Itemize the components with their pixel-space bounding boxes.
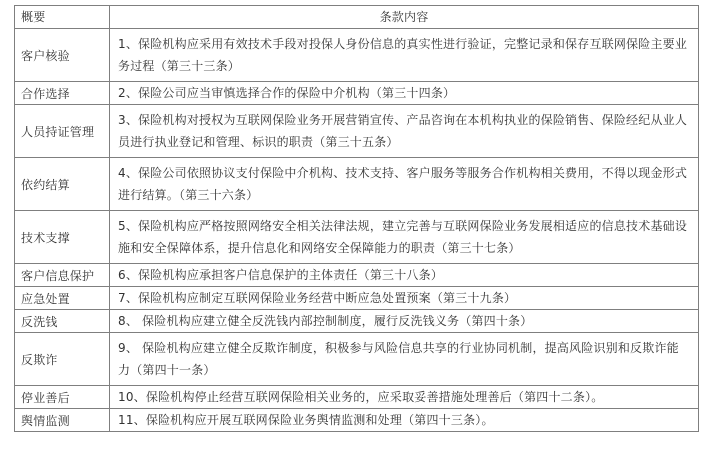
row-category: 人员持证管理 [15, 105, 110, 158]
table-row [15, 333, 699, 386]
table-row [15, 264, 699, 287]
table-row [15, 211, 699, 264]
row-content: 5、保险机构应严格按照网络安全相关法律法规，建立完善与互联网保险业务发展相适应的信息技术基础设施和安全保障体系，提升信息化和网络安全保障能力的职责（第三十七条） [110, 211, 699, 264]
row-category: 舆情监测 [15, 409, 110, 432]
table-row [15, 29, 699, 82]
row-content: 11、保险机构应开展互联网保险业务舆情监测和处理（第四十三条）。 [110, 409, 699, 432]
header-clause-content: 条款内容 [110, 6, 699, 29]
clause-table-container [14, 5, 698, 432]
row-category: 依约结算 [15, 158, 110, 211]
row-content: 9、 保险机构应建立健全反欺诈制度，积极参与风险信息共享的行业协同机制，提高风险识别和反欺诈能力（第四十一条） [110, 333, 699, 386]
row-content: 8、 保险机构应建立健全反洗钱内部控制制度，履行反洗钱义务（第四十条） [110, 310, 699, 333]
table-row [15, 287, 699, 310]
row-category: 合作选择 [15, 82, 110, 105]
row-content: 10、保险机构停止经营互联网保险相关业务的，应采取妥善措施处理善后（第四十二条）。 [110, 386, 699, 409]
clause-table [14, 5, 699, 432]
table-row [15, 409, 699, 432]
table-row [15, 158, 699, 211]
row-content: 7、保险机构应制定互联网保险业务经营中断应急处置预案（第三十九条） [110, 287, 699, 310]
row-content: 3、保险机构对授权为互联网保险业务开展营销宣传、产品咨询在本机构执业的保险销售、保险经纪从业人员进行执业登记和管理、标识的职责（第三十五条） [110, 105, 699, 158]
row-category: 客户核验 [15, 29, 110, 82]
row-category: 反欺诈 [15, 333, 110, 386]
row-category: 应急处置 [15, 287, 110, 310]
table-row [15, 386, 699, 409]
table-row [15, 310, 699, 333]
row-category: 停业善后 [15, 386, 110, 409]
header-summary: 概要 [15, 6, 110, 29]
row-content: 4、保险公司依照协议支付保险中介机构、技术支持、客户服务等服务合作机构相关费用，不得以现金形式进行结算。（第三十六条） [110, 158, 699, 211]
table-row [15, 105, 699, 158]
row-content: 1、保险机构应采用有效技术手段对投保人身份信息的真实性进行验证，完整记录和保存互联网保险主要业务过程（第三十三条） [110, 29, 699, 82]
row-category: 反洗钱 [15, 310, 110, 333]
row-category: 客户信息保护 [15, 264, 110, 287]
row-category: 技术支撑 [15, 211, 110, 264]
row-content: 6、保险机构应承担客户信息保护的主体责任（第三十八条） [110, 264, 699, 287]
row-content: 2、保险公司应当审慎选择合作的保险中介机构（第三十四条） [110, 82, 699, 105]
table-header-row [15, 6, 699, 29]
table-row [15, 82, 699, 105]
